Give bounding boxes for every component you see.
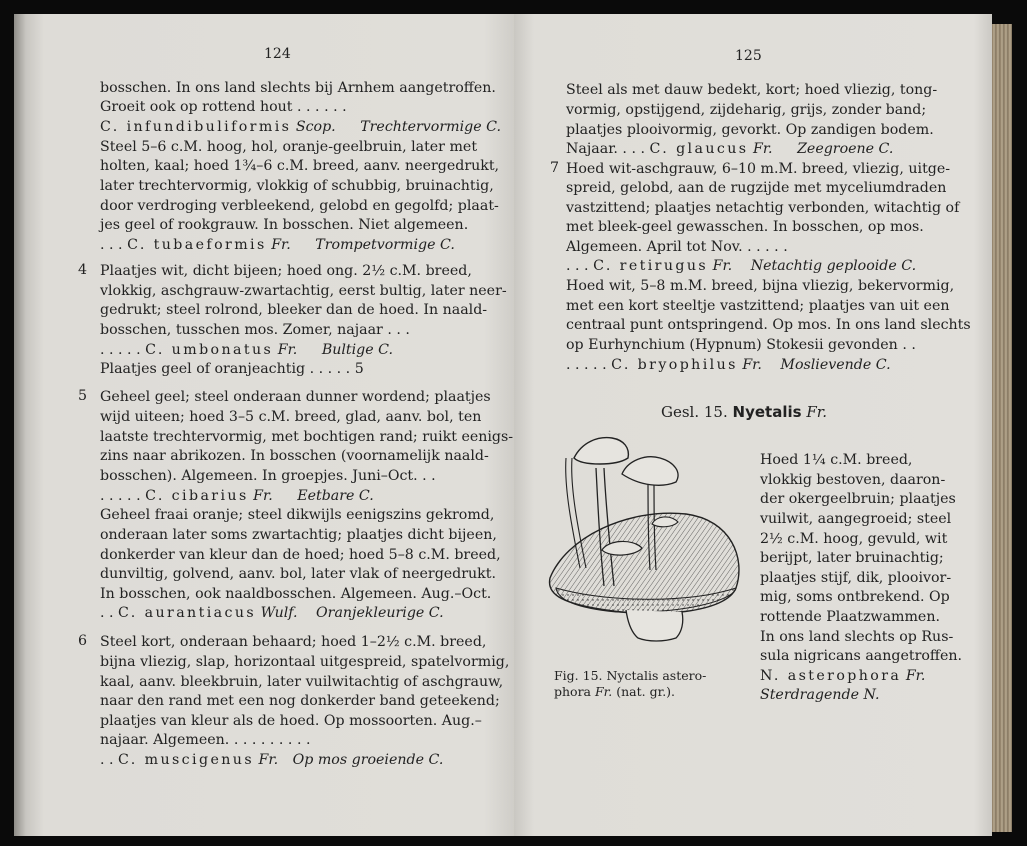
text-line: met een kort steeltje vastzittend; plaatjes van uit een xyxy=(566,298,950,314)
text-line: Hoed wit, 5–8 m.M. breed, bijna vliezig, bekervormig, xyxy=(566,278,955,294)
text-line: vastzittend; plaatjes netachtig verbonden, witachtig of xyxy=(566,200,960,216)
species-cibarius: . . . . . C. cibarius Fr. Eetbare C. xyxy=(100,488,374,504)
text-line: centraal punt ontspringend. Op mos. In ons land slechts xyxy=(566,317,971,333)
text-line: bosschen). Algemeen. In groepjes. Juni–Oct. . . xyxy=(100,468,436,484)
species-glaucus: Najaar. . . . C. glaucus Fr. Zeegroene C. xyxy=(566,141,894,157)
text-line: donkerder van kleur dan de hoed; hoed 5–8 c.M. breed, xyxy=(100,547,501,563)
text-line: dunviltig, golvend, aanv. bol, later vlak of neergedrukt. xyxy=(100,566,496,582)
text-line: plaatjes van kleur als de hoed. Op mossoorten. Aug.– xyxy=(100,713,482,729)
figure-caption-line-1: Fig. 15. Nyctalis astero- xyxy=(554,668,707,683)
species-muscigenus: . . C. muscigenus Fr. Op mos groeiende C. xyxy=(100,752,444,768)
genus-text-line: sula nigricans aangetroffen. xyxy=(760,648,963,664)
text-line: kaal, aanv. bleekbruin, later vuilwitachtig of aschgrauw, xyxy=(100,674,504,690)
genus-text-line: 2½ c.M. hoog, gevuld, wit xyxy=(760,531,948,547)
text-line: Algemeen. April tot Nov. . . . . . xyxy=(566,239,788,255)
text-line: bosschen. In ons land slechts bij Arnhem aangetroffen. xyxy=(100,80,496,96)
key-number-4: 4 xyxy=(78,262,88,278)
text-line: Geheel geel; steel onderaan dunner wordend; plaatjes xyxy=(100,389,491,405)
text-line: Steel 5–6 c.M. hoog, hol, oranje-geelbruin, later met xyxy=(100,139,478,155)
text-line: Plaatjes geel of oranjeachtig . . . . . 5 xyxy=(100,361,364,377)
genus-text-line: der okergeelbruin; plaatjes xyxy=(760,491,956,507)
species-infundibuliformis: C. infundibuliformis Scop. Trechtervormige C. xyxy=(100,119,501,135)
genus-species-name: N. asterophora Fr. xyxy=(760,668,926,684)
text-line: onderaan later soms zwartachtig; plaatjes dicht bijeen, xyxy=(100,527,497,543)
left-page-number: 124 xyxy=(264,46,291,62)
genus-text-line: In ons land slechts op Rus- xyxy=(760,629,954,645)
key-number-7: 7 xyxy=(550,160,560,176)
text-line: met bleek-geel gewasschen. In bosschen, op mos. xyxy=(566,219,924,235)
text-line: Steel kort, onderaan behaard; hoed 1–2½ c.M. breed, xyxy=(100,634,487,650)
text-line: najaar. Algemeen. . . . . . . . . . xyxy=(100,732,311,748)
text-line: Hoed wit-aschgrauw, 6–10 m.M. breed, vliezig, uitge- xyxy=(566,161,951,177)
species-tubaeformis: . . . C. tubaeformis Fr. Trompetvormige C. xyxy=(100,237,455,253)
text-line: door verdroging verbleekend, gelobd en gegolfd; plaat- xyxy=(100,198,499,214)
genus-text-line: Hoed 1¼ c.M. breed, xyxy=(760,452,913,468)
key-number-5: 5 xyxy=(78,388,88,404)
text-line: jes geel of rookgrauw. In bosschen. Niet algemeen. xyxy=(100,217,469,233)
genus-text-line: berijpt, later bruinachtig; xyxy=(760,550,944,566)
text-line: Groeit ook op rottend hout . . . . . . xyxy=(100,99,347,115)
text-line: bijna vliezig, slap, horizontaal uitgespreid, spatelvormig, xyxy=(100,654,510,670)
genus-text-line: rottende Plaatzwammen. xyxy=(760,609,940,625)
genus-text-line: vuilwit, aangegroeid; steel xyxy=(760,511,952,527)
genus-species-dutch: Sterdragende N. xyxy=(760,687,880,703)
text-line: In bosschen, ook naaldbosschen. Algemeen. Aug.–Oct. xyxy=(100,586,492,602)
text-line: Geheel fraai oranje; steel dikwijls eenigszins gekromd, xyxy=(100,507,495,523)
text-line: zins naar abrikozen. In bosschen (voornamelijk naald- xyxy=(100,448,489,464)
species-aurantiacus: . . C. aurantiacus Wulf. Oranjekleurige C. xyxy=(100,605,444,621)
key-number-6: 6 xyxy=(78,633,88,649)
mushroom-illustration-icon xyxy=(536,428,750,656)
text-line: spreid, gelobd, aan de rugzijde met myceliumdraden xyxy=(566,180,947,196)
genus-text-line: vlokkig bestoven, daaron- xyxy=(760,472,946,488)
text-line: holten, kaal; hoed 1¾–6 c.M. breed, aanv. neergedrukt, xyxy=(100,158,500,174)
page-edges xyxy=(992,24,1012,832)
text-line: vormig, opstijgend, zijdeharig, grijs, zonder band; xyxy=(566,102,927,118)
genus-text-line: plaatjes stijf, dik, plooivor- xyxy=(760,570,952,586)
text-line: gedrukt; steel rolrond, bleeker dan de hoed. In naald- xyxy=(100,302,488,318)
text-line: Steel als met dauw bedekt, kort; hoed vliezig, tong- xyxy=(566,82,938,98)
text-line: op Eurhynchium (Hypnum) Stokesii gevonden . . xyxy=(566,337,916,353)
text-line: naar den rand met een nog donkerder band geteekend; xyxy=(100,693,500,709)
text-line: laatste trechtervormig, met bochtigen rand; ruikt eenigs- xyxy=(100,429,514,445)
text-line: wijd uiteen; hoed 3–5 c.M. breed, glad, aanv. bol, ten xyxy=(100,409,482,425)
species-bryophilus: . . . . . C. bryophilus Fr. Moslievende C. xyxy=(566,357,891,373)
text-line: bosschen, tusschen mos. Zomer, najaar . . . xyxy=(100,322,410,338)
text-line: vlokkig, aschgrauw-zwartachtig, eerst bultig, later neer- xyxy=(100,283,507,299)
text-line: later trechtervormig, vlokkig of schubbig, bruinachtig, xyxy=(100,178,494,194)
text-line: Plaatjes wit, dicht bijeen; hoed ong. 2½ c.M. breed, xyxy=(100,263,472,279)
right-page-number: 125 xyxy=(735,48,762,64)
species-retirugus: . . . C. retirugus Fr. Netachtig geplooide C. xyxy=(566,258,917,274)
text-line: plaatjes plooivormig, gevorkt. Op zandigen bodem. xyxy=(566,122,934,138)
genus-heading: Gesl. 15. Nyetalis Fr. xyxy=(661,403,828,421)
genus-text-line: mig, soms ontbrekend. Op xyxy=(760,589,950,605)
figure-caption-line-2: phora Fr. (nat. gr.). xyxy=(554,684,676,699)
species-umbonatus: . . . . . C. umbonatus Fr. Bultige C. xyxy=(100,342,394,358)
